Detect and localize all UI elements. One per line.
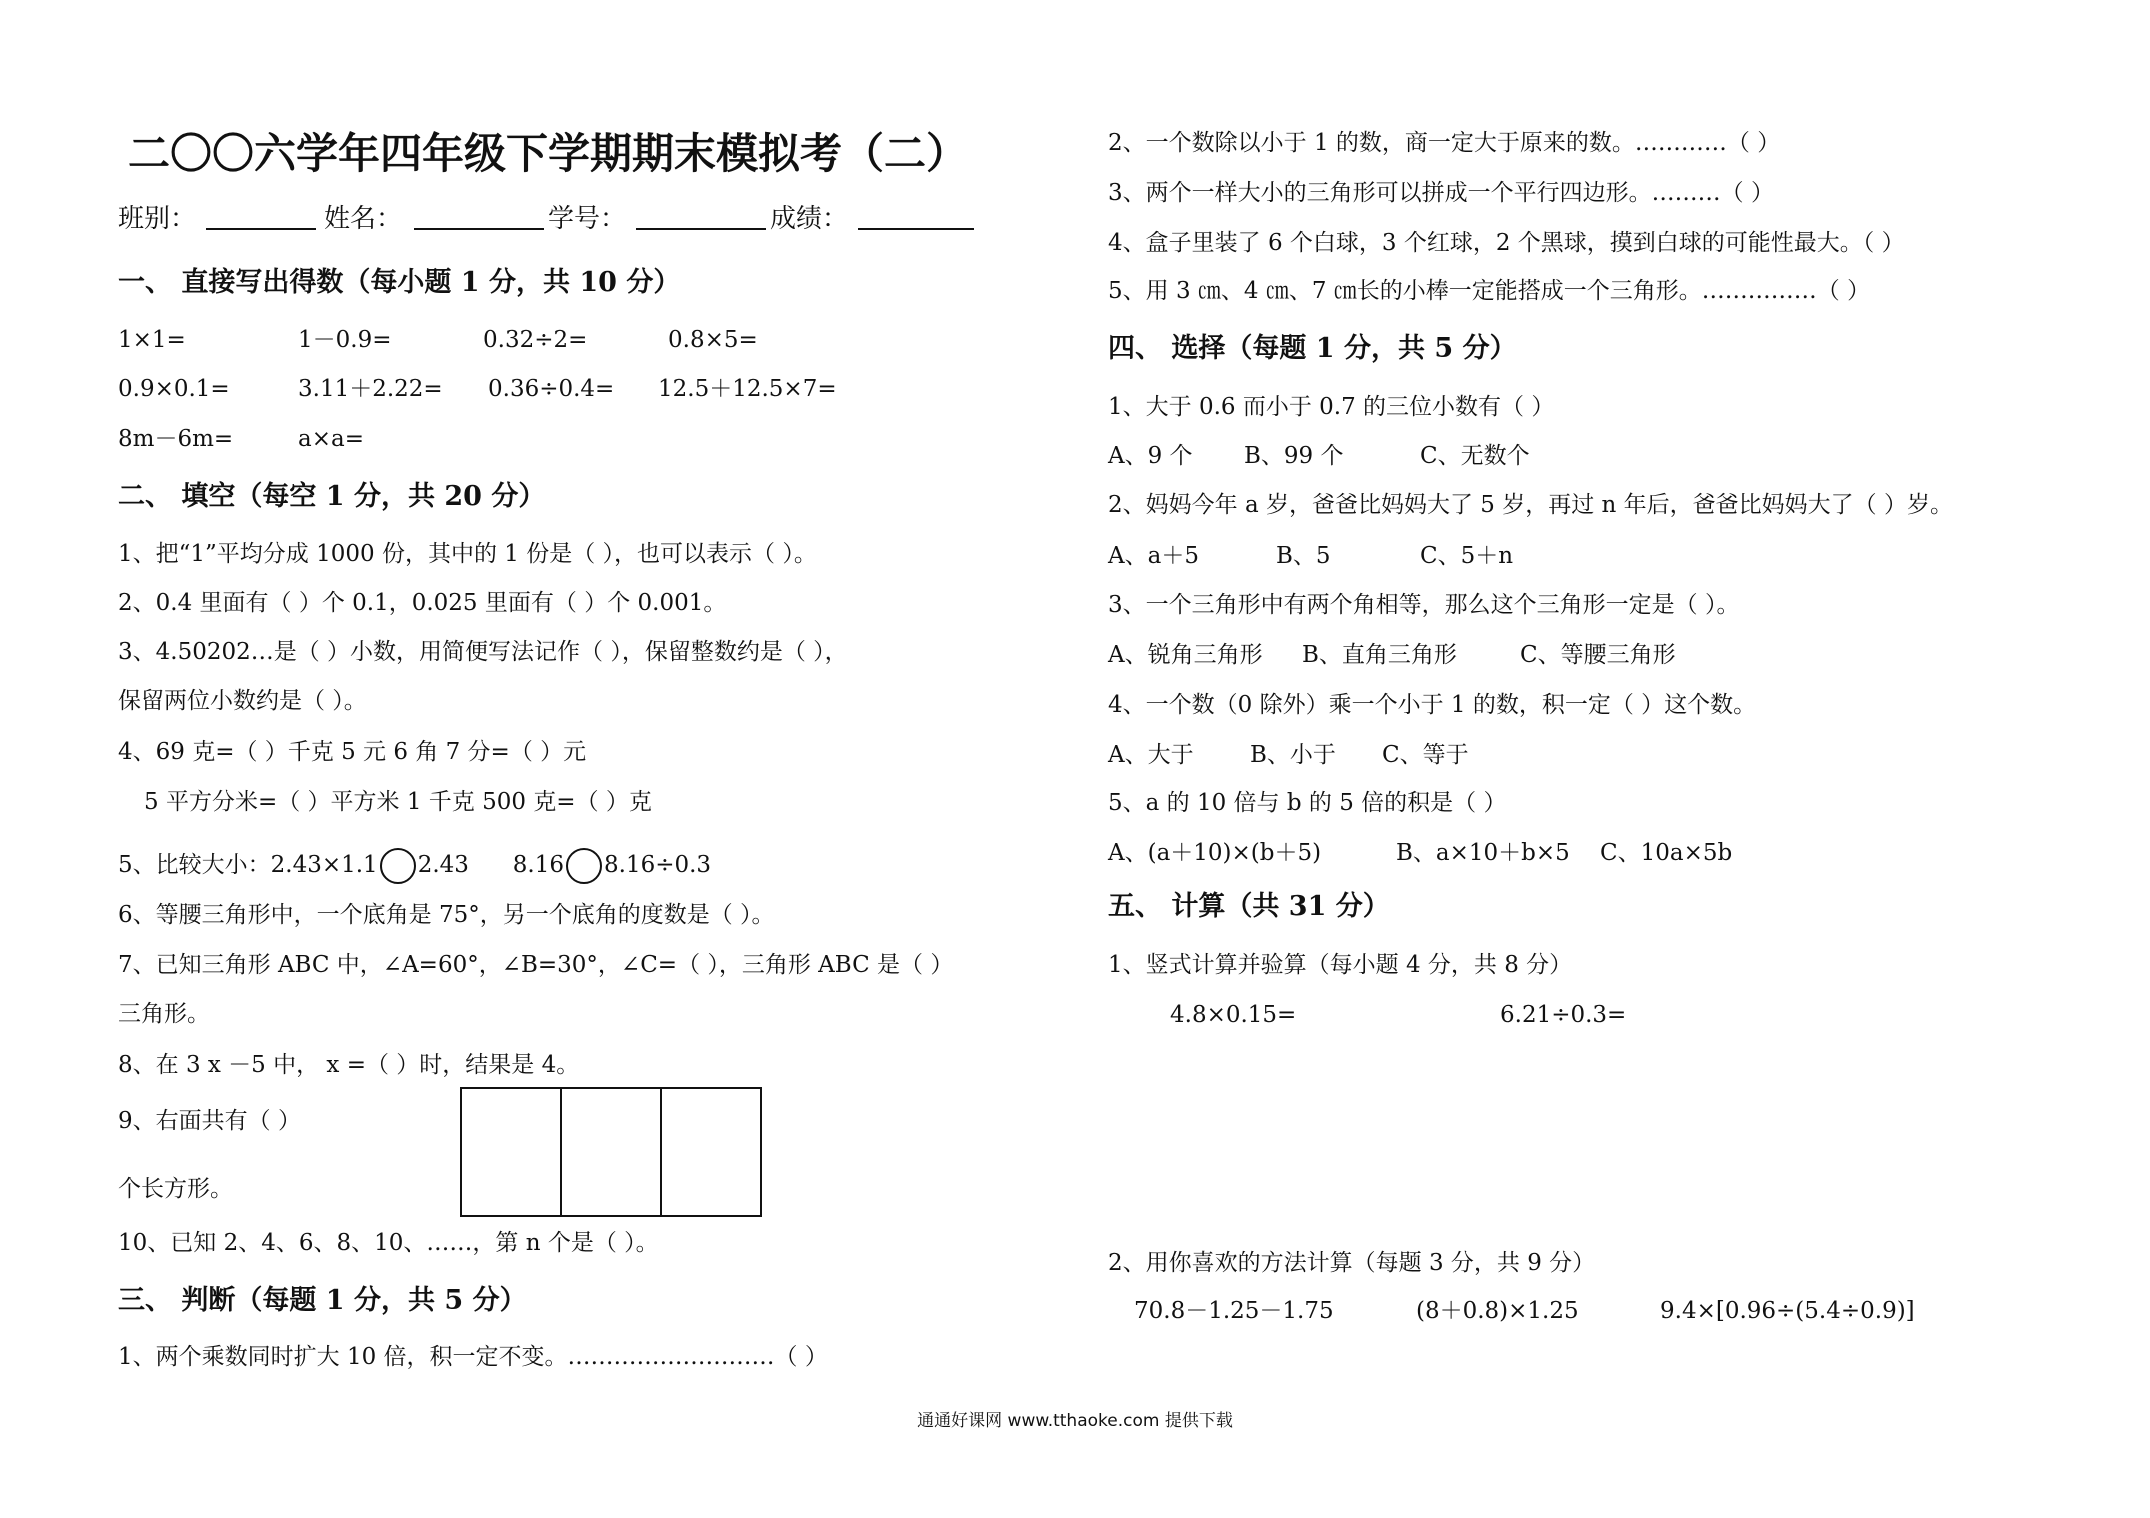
q5-left: 5、比较大小：2.43×1.1 [118,852,378,878]
problem: a×a= [298,426,364,452]
fill-q1: 1、把“1”平均分成 1000 份，其中的 1 份是（ ），也可以表示（ ）。 [118,541,817,567]
fill-q2: 2、0.4 里面有（ ）个 0.1，0.025 里面有（ ）个 0.001。 [118,590,727,616]
section-4-heading: 四、 选择（每题 1 分，共 5 分） [1108,333,1517,364]
fill-q4-line2: 5 平方分米=（ ）平方米 1 千克 500 克=（ ）克 [144,789,652,815]
option-b: B、99 个 [1244,443,1344,469]
choice-q2: 2、妈妈今年 a 岁，爸爸比妈妈大了 5 岁，再过 n 年后，爸爸比妈妈大了（ ）岁。 [1108,492,1953,518]
name-blank[interactable] [414,202,544,230]
judge-q5: 5、用 3 ㎝、4 ㎝、7 ㎝长的小棒一定能搭成一个三角形。……………（ ） [1108,278,1871,304]
fill-q4-line1: 4、69 克=（ ）千克 5 元 6 角 7 分=（ ）元 [118,739,587,765]
fill-q3-line2: 保留两位小数约是（ ）。 [118,688,367,714]
rectangle-cell [562,1089,662,1215]
option-a: A、锐角三角形 [1108,642,1263,668]
problem: (8＋0.8)×1.25 [1416,1298,1579,1324]
section-1-heading: 一、 直接写出得数（每小题 1 分，共 10 分） [118,267,681,298]
option-b: B、a×10＋b×5 [1396,840,1570,866]
option-b: B、小于 [1250,742,1336,768]
q5-right: 8.16÷0.3 [604,852,712,878]
judge-q2: 2、一个数除以小于 1 的数，商一定大于原来的数。…………（ ） [1108,130,1781,156]
problem: 0.32÷2= [483,327,588,353]
problem: 0.9×0.1= [118,376,230,402]
option-a: A、大于 [1108,742,1194,768]
rectangles-figure [460,1087,762,1217]
q5-mid: 2.43 8.16 [417,852,564,878]
fill-q7-line2: 三角形。 [118,1001,210,1027]
problem: 6.21÷0.3= [1500,1002,1627,1028]
judge-q1: 1、两个乘数同时扩大 10 倍，积一定不变。………………………（ ） [118,1344,828,1370]
fill-q7-line1: 7、已知三角形 ABC 中，∠A=60°，∠B=30°，∠C=（ ），三角形 ABC 是（ ） [118,952,954,978]
option-c: C、5＋n [1420,543,1514,569]
name-label: 姓名： [324,204,403,234]
option-c: C、等腰三角形 [1520,642,1676,668]
fill-q5 [118,848,711,884]
rectangle-cell [662,1089,760,1215]
footer-credit: 通通好课网 www.tthaoke.com 提供下载 [917,1411,1233,1431]
problem: 1－0.9= [298,327,392,353]
problem: 8m－6m= [118,426,234,452]
rectangle-cell [462,1089,562,1215]
option-c: C、等于 [1382,742,1469,768]
fill-q9-line2: 个长方形。 [118,1176,233,1202]
compare-circle-2[interactable] [566,848,602,884]
section-3-heading: 三、 判断（每题 1 分，共 5 分） [118,1285,527,1316]
problem: 0.8×5= [668,327,758,353]
option-a: A、9 个 [1108,443,1193,469]
option-a: A、a＋5 [1108,543,1199,569]
choice-q5: 5、a 的 10 倍与 b 的 5 倍的积是（ ） [1108,790,1507,816]
calc-part-1: 1、竖式计算并验算（每小题 4 分，共 8 分） [1108,952,1573,978]
fill-q8: 8、在 3 x －5 中， x =（ ）时，结果是 4。 [118,1052,580,1078]
score-label: 成绩： [770,204,849,234]
number-blank[interactable] [636,202,766,230]
score-blank[interactable] [858,202,974,230]
option-c: C、10a×5b [1600,840,1733,866]
class-label: 班别： [118,204,197,234]
problem: 4.8×0.15= [1170,1002,1297,1028]
option-c: C、无数个 [1420,443,1530,469]
choice-q4: 4、一个数（0 除外）乘一个小于 1 的数，积一定（ ）这个数。 [1108,692,1757,718]
exam-title: 二〇〇六学年四年级下学期期末模拟考（二） [128,129,969,178]
calc-part-2: 2、用你喜欢的方法计算（每题 3 分，共 9 分） [1108,1250,1596,1276]
problem: 70.8－1.25－1.75 [1134,1298,1334,1324]
option-b: B、直角三角形 [1302,642,1457,668]
problem: 9.4×[0.96÷(5.4÷0.9)] [1660,1298,1915,1324]
fill-q6: 6、等腰三角形中，一个底角是 75°，另一个底角的度数是（ ）。 [118,902,775,928]
class-blank[interactable] [206,202,316,230]
fill-q3-line1: 3、4.50202…是（ ）小数，用简便写法记作（ ），保留整数约是（ ）， [118,639,848,665]
problem: 12.5＋12.5×7= [658,376,837,402]
problem: 0.36÷0.4= [488,376,615,402]
problem: 3.11＋2.22= [298,376,443,402]
section-5-heading: 五、 计算（共 31 分） [1108,891,1390,922]
compare-circle-1[interactable] [380,848,416,884]
judge-q3: 3、两个一样大小的三角形可以拼成一个平行四边形。………（ ） [1108,180,1774,206]
number-label: 学号： [548,204,627,234]
judge-q4: 4、盒子里装了 6 个白球，3 个红球，2 个黑球，摸到白球的可能性最大。（ ） [1108,230,1905,256]
problem: 1×1= [118,327,186,353]
option-b: B、5 [1276,543,1331,569]
fill-q10: 10、已知 2、4、6、8、10、……，第 n 个是（ ）。 [118,1230,659,1256]
option-a: A、(a＋10)×(b＋5) [1108,840,1322,866]
choice-q3: 3、一个三角形中有两个角相等，那么这个三角形一定是（ ）。 [1108,592,1740,618]
fill-q9-line1: 9、右面共有（ ） [118,1108,301,1134]
section-2-heading: 二、 填空（每空 1 分，共 20 分） [118,481,546,512]
choice-q1: 1、大于 0.6 而小于 0.7 的三位小数有（ ） [1108,394,1555,420]
